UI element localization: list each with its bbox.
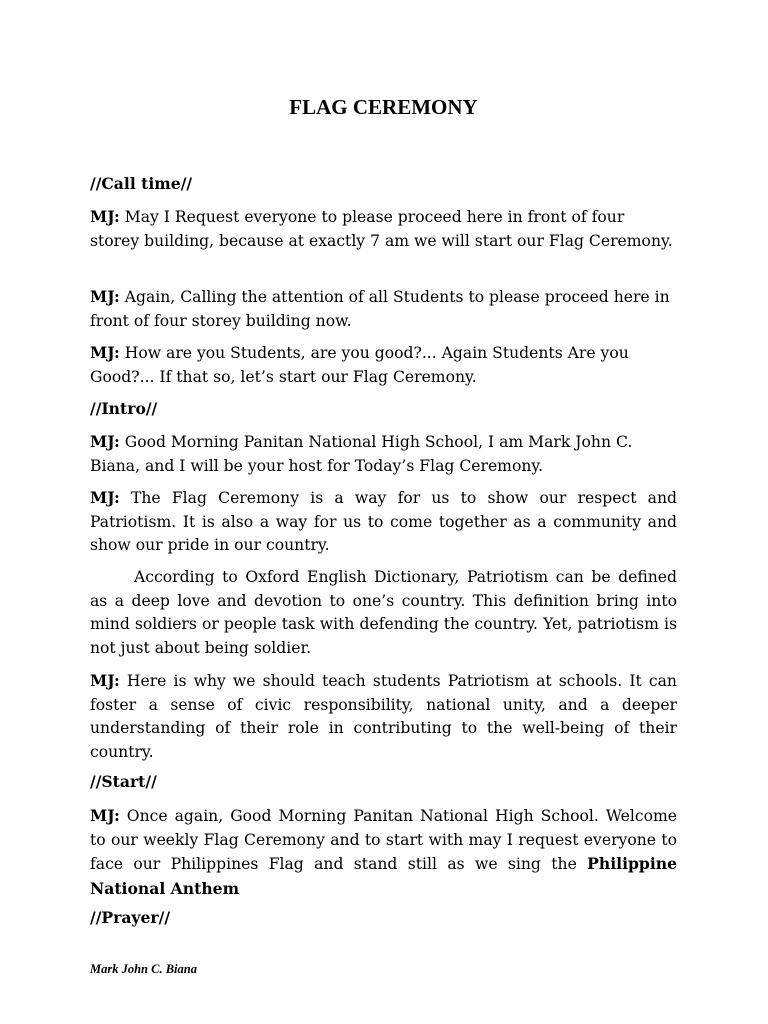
paragraph-intro-4 xyxy=(90,669,677,764)
paragraph-text: Again, Calling the attention of all Students to please proceed here in front of four storey building now. xyxy=(90,288,670,330)
paragraph-call-time-2 xyxy=(90,285,677,333)
paragraph-intro-1 xyxy=(90,430,677,478)
paragraph-text: Once again, Good Morning Panitan National High School. Welcome to our weekly Flag Ceremony and to start with may I request everyone to face our Philippines Flag and stand still as we sing the xyxy=(90,807,677,873)
speaker-label: MJ: xyxy=(90,343,120,362)
paragraph-intro-3: According to Oxford English Dictionary, Patriotism can be defined as a deep love and devotion to one’s country. This definition bring into mind soldiers or people task with defending the country. Yet, patriotism is not just about being soldier. xyxy=(90,568,677,657)
section-heading-prayer: //Prayer// xyxy=(90,908,171,927)
anthem-title: Philippine National Anthem xyxy=(90,854,677,898)
speaker-label: MJ: xyxy=(90,207,120,226)
section-heading-call-time: //Call time// xyxy=(90,174,193,193)
section-heading-start: //Start// xyxy=(90,772,157,791)
speaker-label: MJ: xyxy=(90,488,120,507)
speaker-label: MJ: xyxy=(90,287,120,306)
speaker-label: MJ: xyxy=(90,671,120,690)
paragraph-text: Here is why we should teach students Patriotism at schools. It can foster a sense of civic responsibility, national unity, and a deeper understanding of their role in contributing to the well-being of their country. xyxy=(90,672,677,761)
document-title: FLAG CEREMONY xyxy=(289,95,478,119)
paragraph-text: The Flag Ceremony is a way for us to show our respect and Patriotism. It is also a way for us to come together as a community and show our pride in our country. xyxy=(90,489,677,554)
paragraph-text: Good Morning Panitan National High School, I am Mark John C. Biana, and I will be your host for Today’s Flag Ceremony. xyxy=(90,433,633,475)
paragraph-call-time-3 xyxy=(90,341,677,389)
section-heading-intro: //Intro// xyxy=(90,399,158,418)
speaker-label: MJ: xyxy=(90,806,120,825)
paragraph-start-1 xyxy=(90,804,677,901)
page-footer-author: Mark John C. Biana xyxy=(90,962,197,976)
paragraph-intro-2 xyxy=(90,486,677,558)
document-page xyxy=(90,0,677,1024)
paragraph-text: May I Request everyone to please proceed here in front of four storey building, because at exactly 7 am we will start our Flag Ceremony. xyxy=(90,208,673,250)
paragraph-text: How are you Students, are you good?... Again Students Are you Good?... If that so, let’s start our Flag Ceremony. xyxy=(90,344,629,386)
speaker-label: MJ: xyxy=(90,432,120,451)
paragraph-call-time-1 xyxy=(90,205,677,253)
